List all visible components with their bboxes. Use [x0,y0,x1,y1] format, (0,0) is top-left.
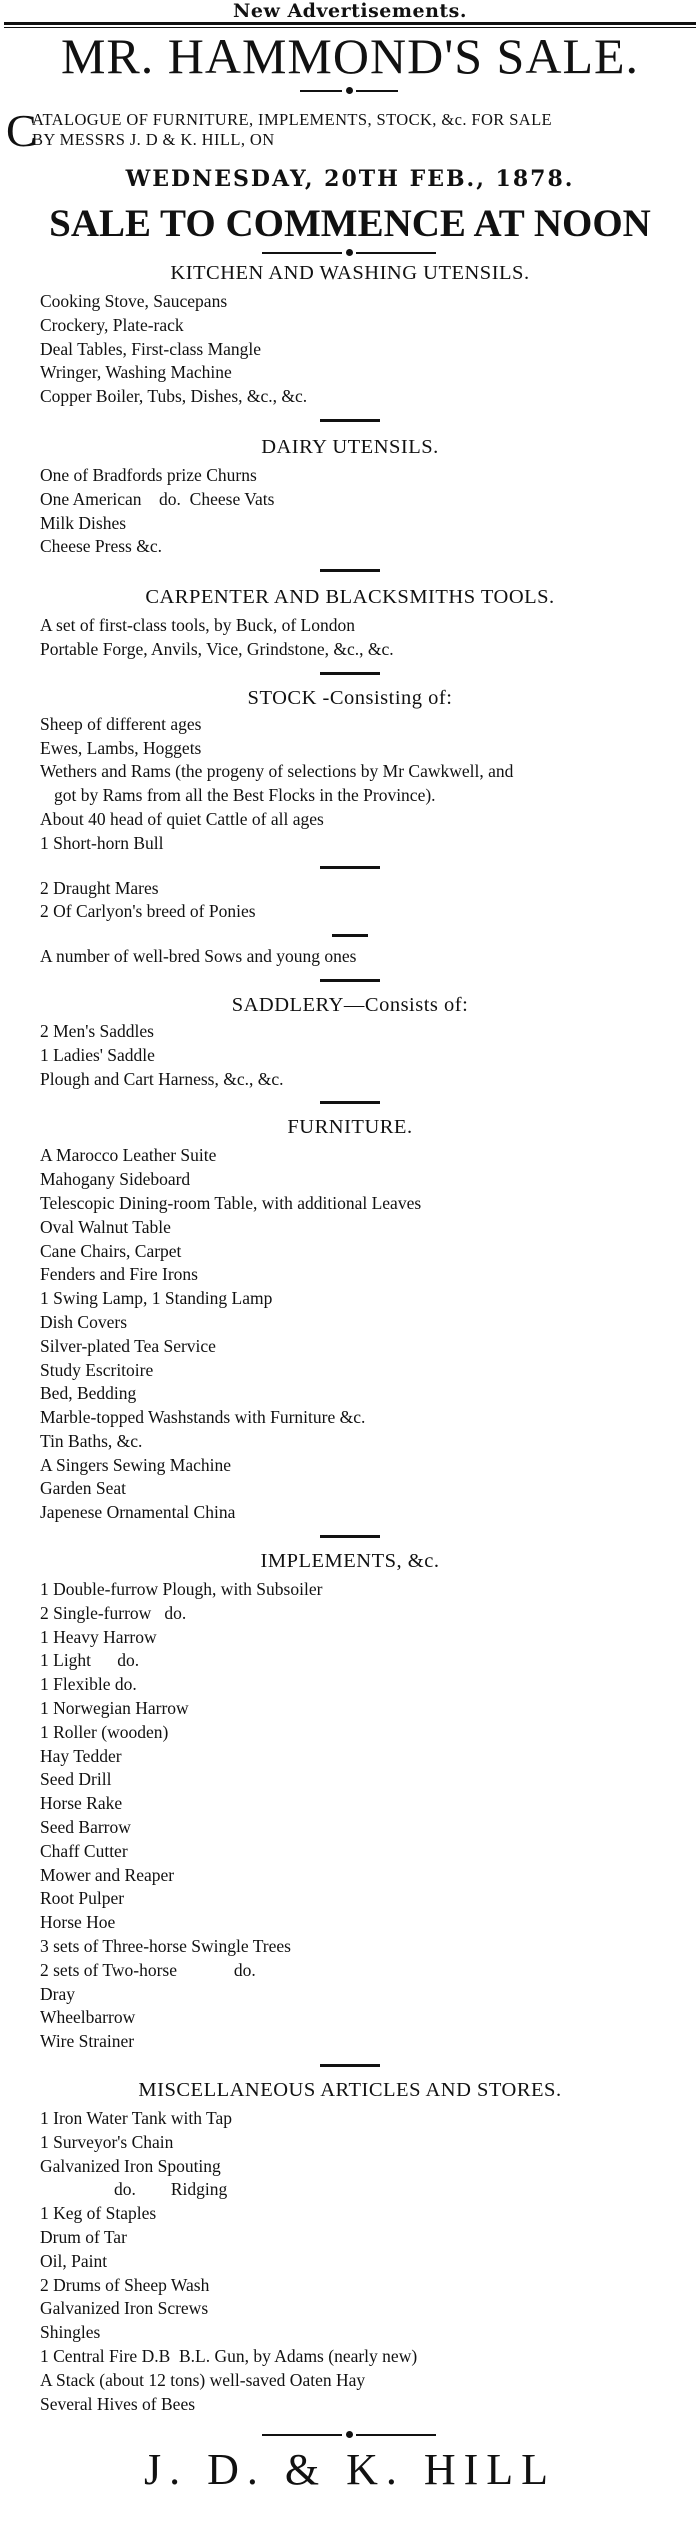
commence-divider [0,246,700,260]
list-item: 2 Men's Saddles [40,1020,154,1041]
list-item: Oil, Paint [40,2250,108,2271]
list-item: One American do. Cheese Vats [40,488,275,509]
list-item: 1 Swing Lamp, 1 Standing Lamp [40,1288,273,1309]
implements-list [0,1578,700,2054]
list-item: Wheelbarrow [40,2007,136,2028]
list-item: Wethers and Rams (the progeny of selections by Mr Cawkwell, and [40,761,514,782]
list-item: 1 Norwegian Harrow [40,1698,189,1719]
section-rule [320,419,380,422]
list-item: 3 sets of Three-horse Swingle Trees [40,1936,291,1957]
list-item: A set of first-class tools, by Buck, of London [40,615,355,636]
kitchen-list [0,290,700,409]
stock-list [0,713,700,856]
list-item: Several Hives of Bees [40,2393,196,2414]
section-heading-dairy: DAIRY UTENSILS. [261,435,439,458]
list-item: Wire Strainer [40,2031,135,2052]
list-item: 1 Iron Water Tank with Tap [40,2108,233,2129]
list-item: A Stack (about 12 tons) well-saved Oaten Hay [40,2369,366,2390]
list-item: Fenders and Fire Irons [40,1264,198,1285]
page-title: MR. HAMMOND'S SALE. [60,28,640,84]
list-item: Dray [40,1983,75,2004]
list-item: Sheep of different ages [40,713,202,734]
list-item: Mower and Reaper [40,1864,175,1885]
saddlery-list [0,1020,700,1091]
carpenter-list [0,614,700,662]
section-heading-misc: MISCELLANEOUS ARTICLES AND STORES. [138,2079,562,2102]
list-item: Cooking Stove, Saucepans [40,291,228,311]
list-item: 1 Heavy Harrow [40,1626,157,1647]
list-item: Telescopic Dining-room Table, with additional Leaves [40,1192,422,1213]
list-item: One of Bradfords prize Churns [40,464,257,485]
catalogue-text [32,110,694,150]
dairy-list [0,464,700,559]
list-item: Silver-plated Tea Service [40,1335,216,1356]
section-heading-kitchen: KITCHEN AND WASHING UTENSILS. [170,262,530,284]
list-item: A Singers Sewing Machine [40,1454,232,1475]
list-item: Milk Dishes [40,512,127,533]
section-heading-implements: IMPLEMENTS, &c. [260,1550,440,1573]
list-item: 1 Keg of Staples [40,2203,157,2224]
footer-divider [0,2428,700,2442]
list-item: Plough and Cart Harness, &c., &c. [40,1068,284,1089]
list-item: 1 Short-horn Bull [40,832,164,853]
section-label: New Advertisements. [233,0,467,22]
list-item: 2 Of Carlyon's breed of Ponies [40,901,256,922]
list-item: Drum of Tar [40,2227,127,2247]
list-item: Chaff Cutter [40,1840,128,1861]
misc-list [0,2107,700,2416]
catalogue-line-2: BY MESSRS J. D & K. HILL, ON [32,130,275,149]
list-item: Japenese Ornamental China [40,1502,236,1523]
section-rule [320,672,380,675]
list-item: Dish Covers [40,1311,128,1332]
list-item: Bed, Bedding [40,1383,137,1404]
list-item: Seed Barrow [40,1817,131,1838]
list-item-indented: do. Ridging [114,2179,228,2200]
list-item: Crockery, Plate-rack [40,314,184,335]
catalogue-initial: C [6,105,37,156]
list-item: Oval Walnut Table [40,1216,171,1237]
list-item-continuation: got by Rams from all the Best Flocks in the Province). [54,785,436,806]
furniture-list [0,1144,700,1525]
section-heading-carpenter: CARPENTER AND BLACKSMITHS TOOLS. [145,586,555,609]
list-item: A number of well-bred Sows and young ones [40,946,357,967]
list-item: Deal Tables, First-class Mangle [40,338,262,359]
catalogue-line-1: ATALOGUE OF FURNITURE, IMPLEMENTS, STOCK, &c. FOR SALE [32,110,553,129]
list-item: Galvanized Iron Spouting [40,2155,221,2176]
list-item: Mahogany Sideboard [40,1169,191,1190]
list-item: Wringer, Washing Machine [40,362,232,383]
list-item: 2 Single-furrow do. [40,1602,187,1623]
list-item: 1 Central Fire D.B B.L. Gun, by Adams (nearly new) [40,2345,418,2366]
list-item: 1 Light do. [40,1650,140,1671]
section-rule [320,569,380,572]
list-item: 1 Double-furrow Plough, with Subsoiler [40,1579,323,1600]
list-item: Seed Drill [40,1769,112,1790]
list-item: 1 Ladies' Saddle [40,1044,155,1065]
list-item: A Marocco Leather Suite [40,1145,217,1166]
section-heading-saddlery: SADDLERY—Consists of: [231,993,469,1016]
section-rule [320,1535,380,1538]
list-item: Horse Hoe [40,1912,116,1933]
list-item: 2 Draught Mares [40,877,159,898]
list-item: 1 Roller (wooden) [40,1721,169,1742]
list-item: Marble-topped Washstands with Furniture &c. [40,1407,366,1428]
list-item: Tin Baths, &c. [40,1430,143,1451]
list-item: Cane Chairs, Carpet [40,1240,182,1261]
list-item: Galvanized Iron Screws [40,2298,209,2319]
list-item: Shingles [40,2322,101,2343]
list-item: Portable Forge, Anvils, Vice, Grindstone, &c., &c. [40,638,394,659]
section-rule [320,1101,380,1104]
title-divider [0,84,700,98]
list-item: Root Pulper [40,1888,125,1909]
section-heading-furniture: FURNITURE. [287,1116,413,1139]
catalogue-block [6,104,694,192]
list-item: Study Escritoire [40,1359,154,1380]
stock-horses-list [0,877,700,925]
section-rule [320,979,380,982]
list-item: 1 Surveyor's Chain [40,2131,174,2152]
sale-date: WEDNESDAY, 20TH FEB., 1878. [125,166,575,192]
list-item: Ewes, Lambs, Hoggets [40,737,202,758]
list-item: Hay Tedder [40,1745,122,1766]
list-item: Cheese Press &c. [40,536,162,557]
list-item: 2 sets of Two-horse do. [40,1959,256,1980]
section-rule [332,934,368,937]
list-item: About 40 head of quiet Cattle of all ages [40,808,324,829]
list-item: Garden Seat [40,1478,127,1499]
list-item: 2 Drums of Sheep Wash [40,2274,210,2295]
section-rule [320,866,380,869]
list-item: 1 Flexible do. [40,1674,137,1695]
auctioneer-signature: J. D. & K. HILL [143,2445,557,2495]
commence-notice: SALE TO COMMENCE AT NOON [49,202,651,245]
list-item: Copper Boiler, Tubs, Dishes, &c., &c. [40,386,308,407]
stock-pigs-list [0,945,700,969]
section-heading-stock: STOCK -Consisting of: [247,686,453,709]
section-rule [320,2064,380,2067]
list-item: Horse Rake [40,1793,123,1814]
